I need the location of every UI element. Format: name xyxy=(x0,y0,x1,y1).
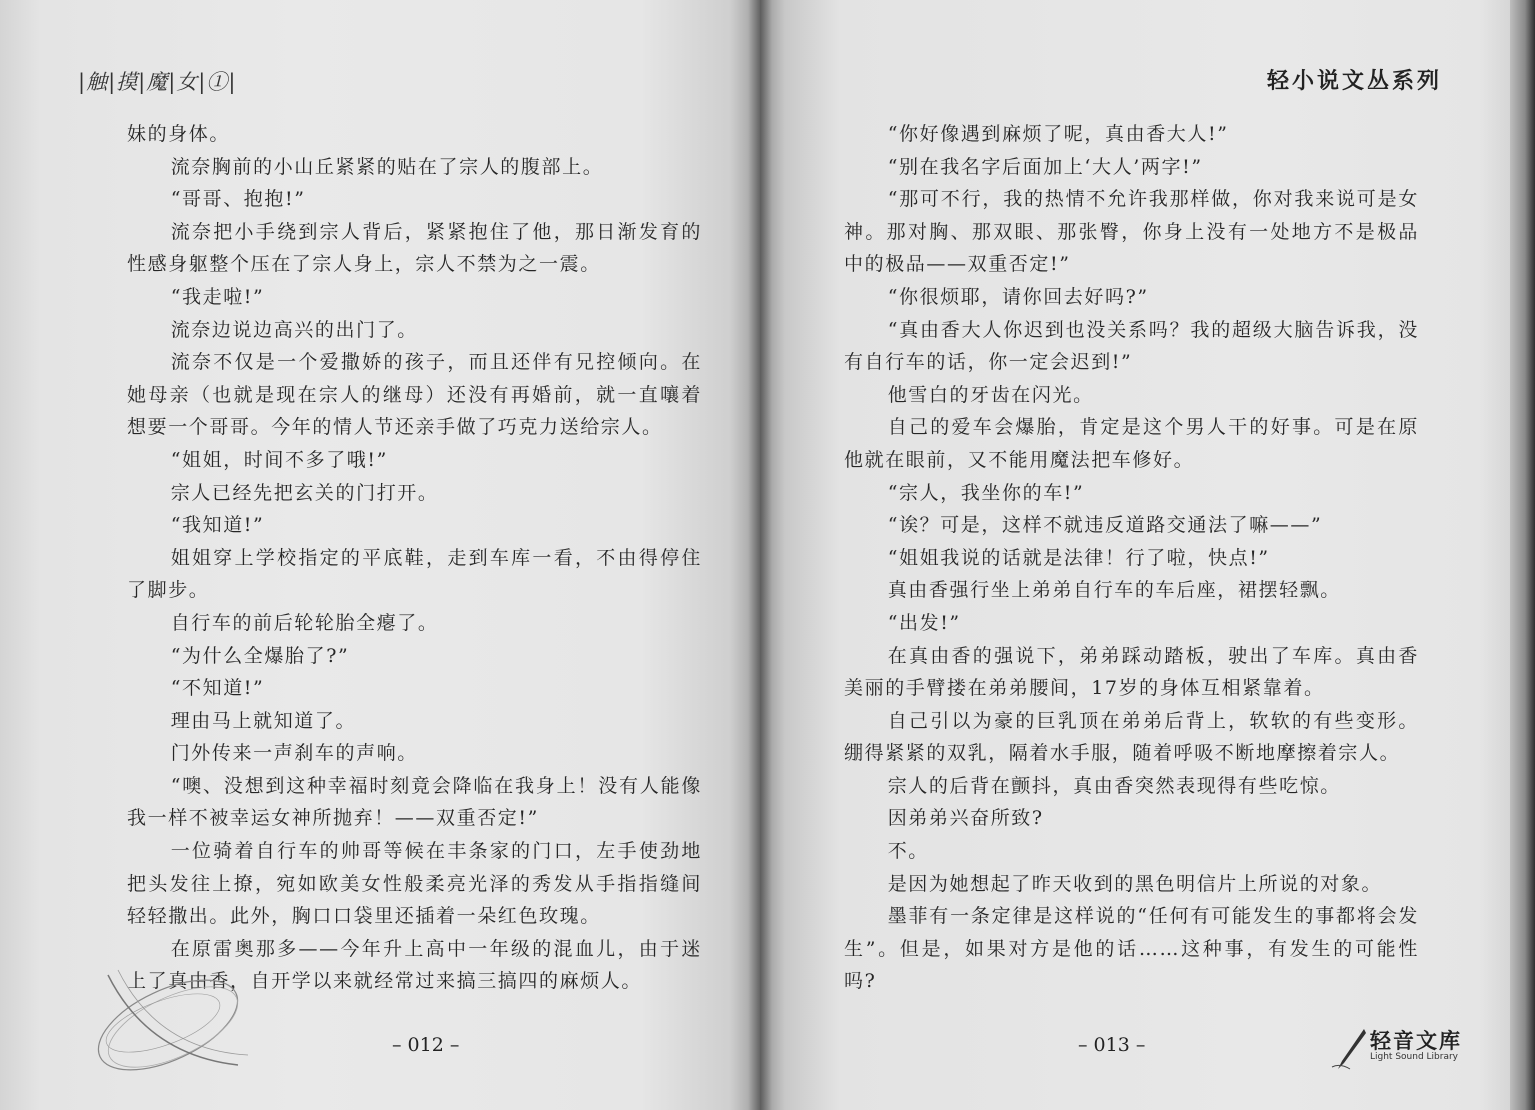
paragraph: 妹的身体。 xyxy=(127,123,231,145)
running-header-right: 轻小说文丛系列 xyxy=(1266,68,1442,94)
paragraph: “出发!” xyxy=(887,611,961,634)
paragraph: “噢、没想到这种幸福时刻竟会降临在我身上！没有人能像我一样不被幸运女神所抛弃！——双重否定!” xyxy=(127,774,702,830)
paragraph: 理由马上就知道了。 xyxy=(170,709,357,732)
publisher-subtitle: Light Sound Library xyxy=(1370,1052,1458,1062)
paragraph: “你好像遇到麻烦了呢，真由香大人!” xyxy=(887,123,1229,145)
paragraph: 在原雷奥那多——今年升上高中一年级的混血儿，由于迷上了真由香，自开学以来就经常过来搞三搞四的麻烦人。 xyxy=(127,937,702,993)
paragraph: 真由香强行坐上弟弟自行车的车后座，裙摆轻飘。 xyxy=(887,579,1341,602)
paragraph: 一位骑着自行车的帅哥等候在丰条家的门口，左手使劲地把头发往上撩，宛如欧美女性般柔亮光泽的秀发从手指指缝间轻轻撒出。此外，胸口口袋里还插着一朵红色玫瑰。 xyxy=(127,840,702,928)
publisher-logo xyxy=(1330,1025,1480,1075)
paragraph: 门外传来一声刹车的声响。 xyxy=(170,742,418,765)
paragraph: “你很烦耶，请你回去好吗?” xyxy=(887,285,1149,308)
paragraph: 在真由香的强说下，弟弟踩动踏板，驶出了车库。真由香美丽的手臂搂在弟弟腰间，17岁的身体互相紧靠着。 xyxy=(844,644,1419,700)
paragraph: “哥哥、抱抱!” xyxy=(170,188,306,211)
paragraph: “诶？可是，这样不就违反道路交通法了嘛——” xyxy=(887,514,1323,537)
page-number-left: – 012 – xyxy=(392,1034,460,1056)
paragraph: “我知道!” xyxy=(170,514,265,537)
paragraph: 姐姐穿上学校指定的平底鞋，走到车库一看，不由得停住了脚步。 xyxy=(127,546,702,602)
paragraph: “那可不行，我的热情不允许我那样做，你对我来说可是女神。那对胸、那双眼、那张臀，你身上没有一处地方不是极品中的极品——双重否定!” xyxy=(844,188,1419,276)
running-header-left: |触|摸|魔|女|①| xyxy=(78,70,237,94)
left-page-body xyxy=(127,118,702,998)
paragraph: 因弟弟兴奋所致? xyxy=(887,807,1044,830)
paragraph: 宗人已经先把玄关的门打开。 xyxy=(170,481,439,504)
paragraph: 宗人的后背在颤抖，真由香突然表现得有些吃惊。 xyxy=(887,774,1341,797)
paragraph: 流奈胸前的小山丘紧紧的贴在了宗人的腹部上。 xyxy=(170,155,604,178)
right-page xyxy=(760,0,1510,1110)
quill-pen-icon xyxy=(1330,1027,1368,1071)
paragraph: 墨菲有一条定律是这样说的“任何有可能发生的事都将会发生”。但是，如果对方是他的话……这种事，有发生的可能性吗? xyxy=(844,905,1419,993)
page-number-right: – 013 – xyxy=(1078,1034,1146,1056)
paragraph: “我走啦!” xyxy=(170,285,265,308)
right-page-body xyxy=(844,118,1419,998)
paragraph: “为什么全爆胎了?” xyxy=(170,644,350,667)
paragraph: 流奈不仅是一个爱撒娇的孩子，而且还伴有兄控倾向。在她母亲（也就是现在宗人的继母）还没有再婚前，就一直嚷着想要一个哥哥。今年的情人节还亲手做了巧克力送给宗人。 xyxy=(127,351,702,439)
book-gutter xyxy=(748,0,772,1110)
paragraph: “姐姐，时间不多了哦!” xyxy=(170,448,388,471)
swirl-ornament-icon xyxy=(88,955,288,1095)
paragraph: “别在我名字后面加上‘大人’两字!” xyxy=(887,155,1203,178)
paragraph: “宗人，我坐你的车!” xyxy=(887,481,1085,504)
paragraph: 不。 xyxy=(887,840,929,863)
paragraph: 自行车的前后轮轮胎全瘪了。 xyxy=(170,611,439,634)
page-edge xyxy=(1510,0,1535,1110)
paragraph: “姐姐我说的话就是法律！行了啦，快点!” xyxy=(887,546,1270,569)
paragraph: 流奈边说边高兴的出门了。 xyxy=(170,318,418,341)
paragraph: 流奈把小手绕到宗人背后，紧紧抱住了他，那日渐发育的性感身躯整个压在了宗人身上，宗人不禁为之一震。 xyxy=(127,220,702,276)
paragraph: 是因为她想起了昨天收到的黑色明信片上所说的对象。 xyxy=(887,872,1383,895)
paragraph: 自己的爱车会爆胎，肯定是这个男人干的好事。可是在原他就在眼前，又不能用魔法把车修好。 xyxy=(844,416,1419,471)
paragraph: 他雪白的牙齿在闪光。 xyxy=(887,383,1094,406)
paragraph: “真由香大人你迟到也没关系吗？我的超级大脑告诉我，没有自行车的话，你一定会迟到!” xyxy=(844,318,1419,374)
left-page xyxy=(0,0,760,1110)
publisher-name: 轻音文库 xyxy=(1370,1029,1462,1053)
paragraph: “不知道!” xyxy=(170,677,265,700)
paragraph: 自己引以为豪的巨乳顶在弟弟后背上，软软的有些变形。绷得紧紧的双乳，隔着水手服，随着呼吸不断地摩擦着宗人。 xyxy=(844,709,1419,765)
